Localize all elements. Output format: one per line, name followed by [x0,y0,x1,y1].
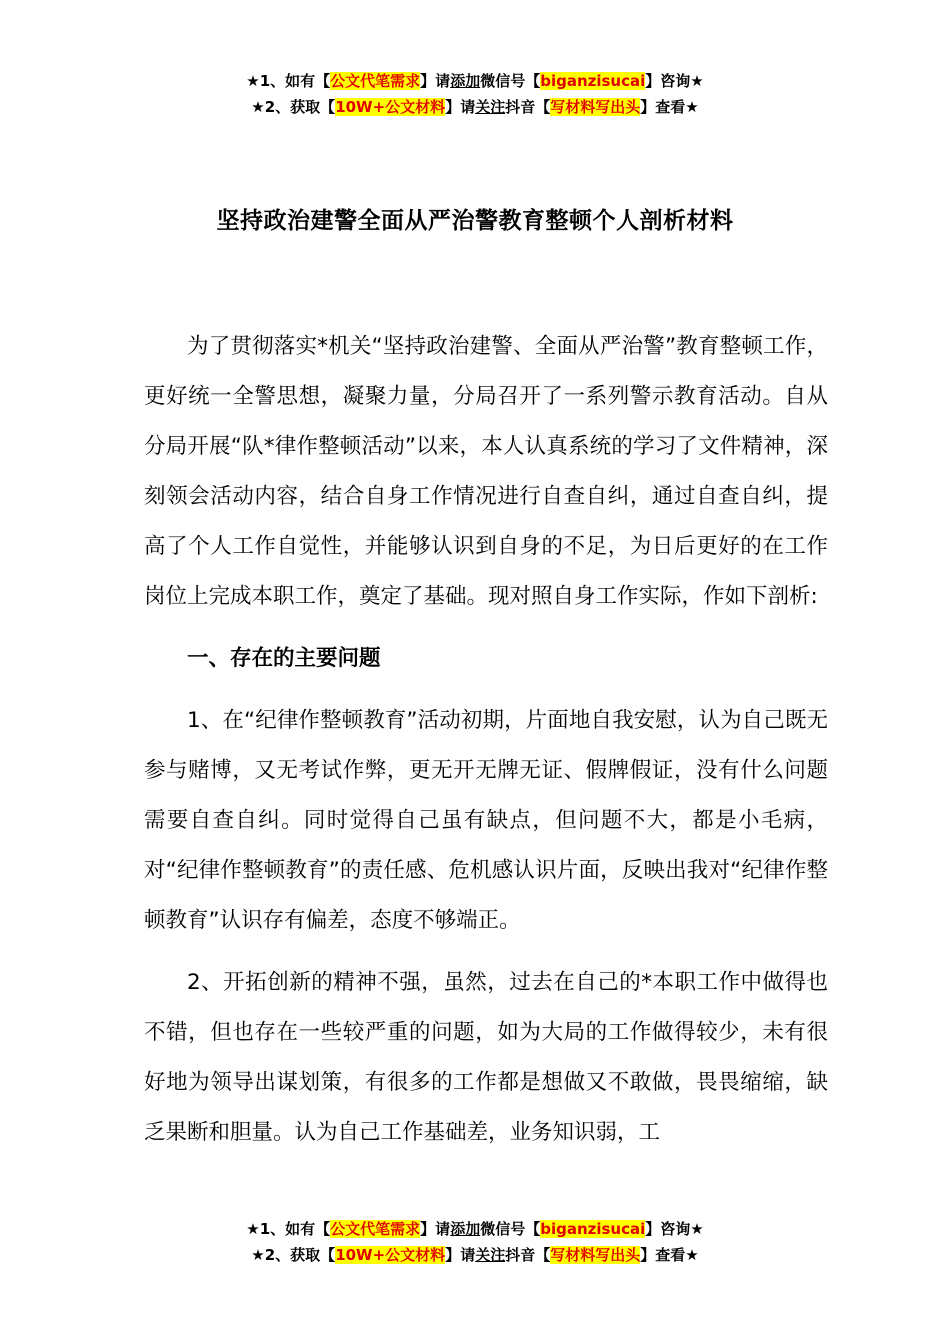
banner-underline: 添加 [450,72,481,90]
banner-text: ★2、获取【 [251,1246,336,1264]
banner-text: 】咨询★ [645,1220,704,1238]
banner-line-2 [0,1242,950,1268]
banner-text: 】请 [420,72,451,90]
banner-line-1 [0,1216,950,1242]
banner-line-2 [0,94,950,120]
document-title: 坚持政治建警全面从严治警教育整顿个人剖析材料 [216,208,734,234]
banner-text: 】请 [420,1220,451,1238]
banner-highlight: 写材料写出头 [550,98,641,116]
paragraph-item-2: 2、开拓创新的精神不强，虽然，过去在自己的*本职工作中做得也不错，但也存在一些较严重的问题，如为大局的工作做得较少，未有很好地为领导出谋划策，有很多的工作都是想做又不敢做，畏畏缩缩，缺乏果断和胆量。认为自己工作基础差，业务知识弱，工 [144,970,828,1145]
header-banner [0,68,950,120]
banner-highlight: 写材料写出头 [550,1246,641,1264]
banner-text: 】请 [445,1246,476,1264]
banner-highlight: 公文代笔需求 [330,1220,421,1238]
banner-text: 】咨询★ [645,72,704,90]
banner-text: ★1、如有【 [246,72,331,90]
banner-text: 】查看★ [640,1246,699,1264]
banner-underline: 关注 [475,1246,506,1264]
banner-highlight: biganzisucai [540,72,646,90]
banner-text: 抖音【 [505,1246,551,1264]
banner-text: ★2、获取【 [251,98,336,116]
banner-text: 抖音【 [505,98,551,116]
document-body [144,322,828,1158]
banner-highlight: biganzisucai [540,1220,646,1238]
banner-text: 微信号【 [480,1220,541,1238]
banner-highlight: 10W+公文材料 [335,98,446,116]
paragraph-item-1: 1、在“纪律作整顿教育”活动初期，片面地自我安慰，认为自己既无参与赌博，又无考试作弊，更无开无牌无证、假牌假证，没有什么问题需要自查自纠。同时觉得自己虽有缺点，但问题不大，都是小毛病，对“纪律作整顿教育”的责任感、危机感认识片面，反映出我对“纪律作整顿教育”认识存有偏差，态度不够端正。 [144,708,828,933]
banner-text: ★1、如有【 [246,1220,331,1238]
banner-line-1 [0,68,950,94]
banner-underline: 添加 [450,1220,481,1238]
banner-text: 】请 [445,98,476,116]
banner-underline: 关注 [475,98,506,116]
footer-banner [0,1216,950,1268]
banner-highlight: 10W+公文材料 [335,1246,446,1264]
banner-text: 微信号【 [480,72,541,90]
banner-text: 】查看★ [640,98,699,116]
intro-paragraph: 为了贯彻落实*机关“坚持政治建警、全面从严治警”教育整顿工作，更好统一全警思想，凝聚力量，分局召开了一系列警示教育活动。自从分局开展“队*律作整顿活动”以来，本人认真系统的学习了文件精神，深刻领会活动内容，结合自身工作情况进行自查自纠，通过自查自纠，提高了个人工作自觉性，并能够认识到自身的不足，为日后更好的在工作岗位上完成本职工作，奠定了基础。现对照自身工作实际，作如下剖析: [144,334,828,609]
section-heading: 一、存在的主要问题 [187,646,381,671]
banner-highlight: 公文代笔需求 [330,72,421,90]
